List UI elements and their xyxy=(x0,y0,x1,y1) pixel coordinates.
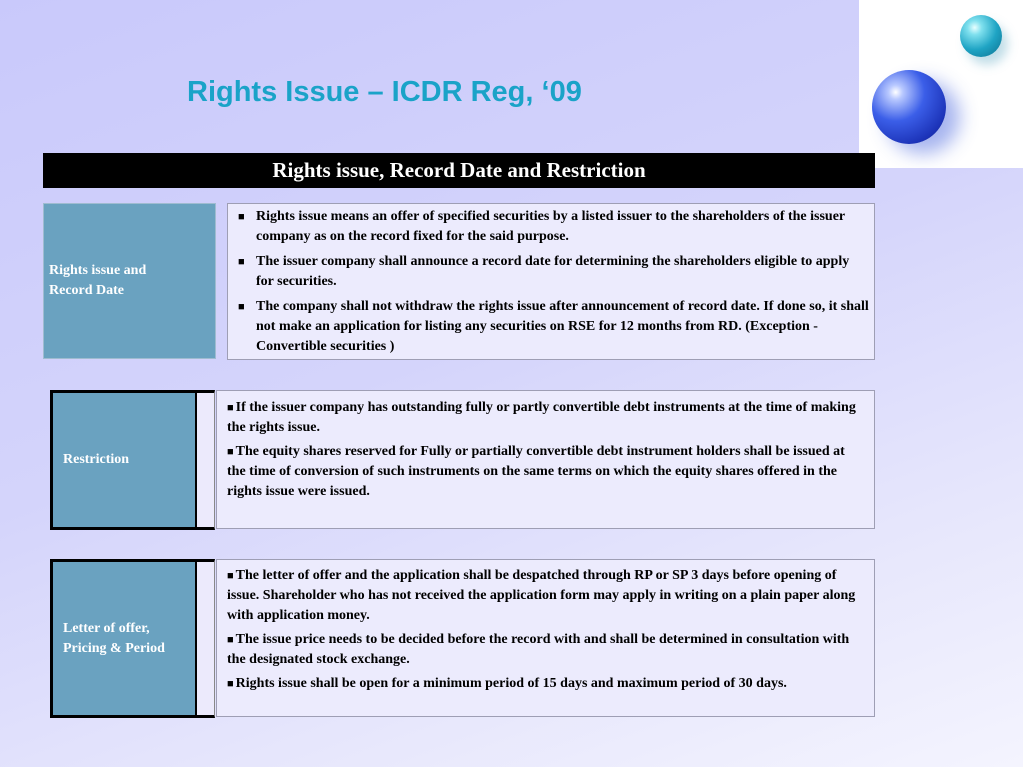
marbles-decoration xyxy=(859,0,1023,168)
list-item-text: The letter of offer and the application shall be despatched through RP or SP 3 days before opening of issue. Shareholder who has not received the application form may apply in writing on a plain paper along with application money. xyxy=(227,568,856,623)
square-bullet-icon: ■ xyxy=(238,211,245,223)
label-rights-issue-record-date xyxy=(43,203,216,359)
square-bullet-icon: ■ xyxy=(227,446,234,458)
square-bullet-icon: ■ xyxy=(227,678,234,690)
square-bullet-icon: ■ xyxy=(227,634,234,646)
square-bullet-icon: ■ xyxy=(238,256,245,268)
list-item-text: The equity shares reserved for Fully or partially convertible debt instrument holders shall be issued at the time of conversion of such instruments on the same terms on which the equity shares offered in the rights issue were issued. xyxy=(227,444,845,499)
square-bullet-icon: ■ xyxy=(238,301,245,313)
list-item-text: Rights issue shall be open for a minimum period of 15 days and maximum period of 30 days. xyxy=(235,676,787,691)
list-item xyxy=(236,207,870,247)
list-item xyxy=(227,566,866,626)
section-header: Rights issue, Record Date and Restriction xyxy=(43,153,875,188)
square-bullet-icon: ■ xyxy=(227,402,234,414)
square-bullet-icon: ■ xyxy=(227,570,234,582)
slide-title: Rights Issue – ICDR Reg, ‘09 xyxy=(187,76,582,108)
label-line: Rights issue and xyxy=(49,263,147,278)
list-item-text: The issuer company shall announce a record date for determining the shareholders eligible to apply for securities. xyxy=(256,254,850,289)
list-item-text: If the issuer company has outstanding fully or partly convertible debt instruments at the time of making the rights issue. xyxy=(227,400,856,435)
content-letter-of-offer-pricing-period xyxy=(216,559,875,717)
label-line: Pricing & Period xyxy=(63,640,165,656)
list-item xyxy=(236,297,870,357)
row-divider-strip xyxy=(197,559,215,718)
list-item-text: Rights issue means an offer of specified securities by a listed issuer to the shareholders of the issuer company as on the record fixed for the said purpose. xyxy=(256,209,845,244)
label-line: Letter of offer, xyxy=(63,620,150,636)
content-rights-issue-record-date xyxy=(227,203,875,360)
bullet-list xyxy=(236,207,870,357)
row-divider-strip xyxy=(197,390,215,530)
content-restriction xyxy=(216,390,875,529)
label-letter-of-offer-pricing-period xyxy=(50,559,197,718)
large-marble-image xyxy=(872,70,946,144)
list-item-text: The company shall not withdraw the rights issue after announcement of record date. If done so, it shall not make an application for listing any securities on RSE for 12 months from RD. (Exception - Convertible securities ) xyxy=(256,299,869,354)
label-line: Restriction xyxy=(63,452,130,467)
list-item-text: The issue price needs to be decided before the record with and shall be determined in consultation with the designated stock exchange. xyxy=(227,632,850,667)
list-item xyxy=(227,398,866,438)
list-item xyxy=(227,630,866,670)
label-restriction xyxy=(50,390,197,530)
list-item xyxy=(227,442,866,502)
list-item xyxy=(236,252,870,292)
small-marble-image xyxy=(960,15,1002,57)
label-line: Record Date xyxy=(49,283,125,298)
list-item xyxy=(227,674,866,694)
